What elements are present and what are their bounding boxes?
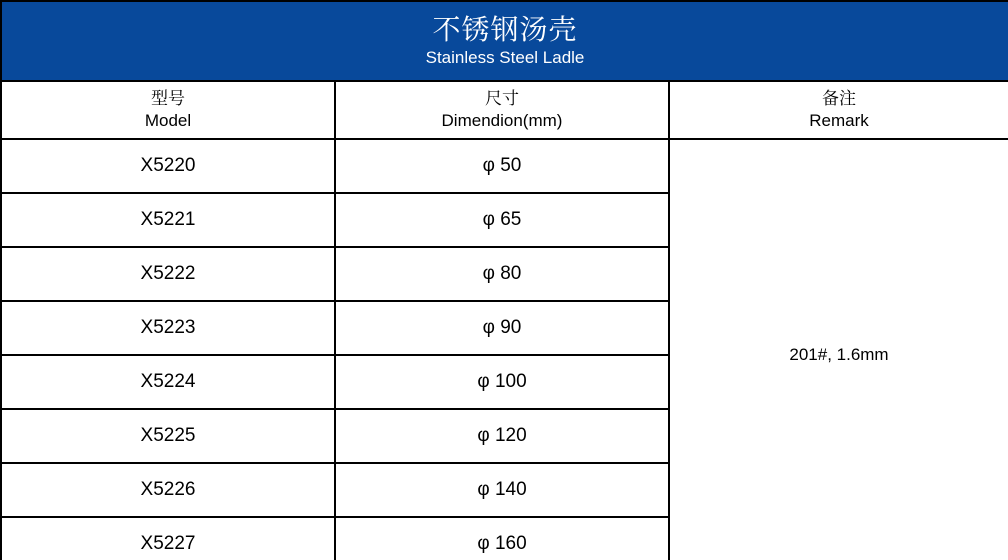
column-header-model-en: Model (144, 111, 192, 130)
title-english: Stainless Steel Ladle (425, 48, 585, 67)
cell-dimension: φ 80 (335, 247, 669, 301)
column-header-model-cn: 型号 (151, 89, 185, 108)
column-header-model (1, 81, 335, 139)
cell-dimension: φ 50 (335, 139, 669, 193)
cell-model: X5226 (1, 463, 335, 517)
table-title (1, 1, 1008, 81)
cell-model: X5225 (1, 409, 335, 463)
column-header-remark (669, 81, 1008, 139)
cell-dimension: φ 140 (335, 463, 669, 517)
cell-model: X5222 (1, 247, 335, 301)
cell-remark: 201#, 1.6mm (669, 139, 1008, 560)
cell-model: X5227 (1, 517, 335, 560)
column-header-dimension (335, 81, 669, 139)
header-row (1, 81, 1008, 139)
cell-model: X5221 (1, 193, 335, 247)
cell-model: X5224 (1, 355, 335, 409)
cell-model: X5220 (1, 139, 335, 193)
cell-dimension: φ 160 (335, 517, 669, 560)
cell-dimension: φ 120 (335, 409, 669, 463)
title-row (1, 1, 1008, 81)
column-header-remark-en: Remark (809, 111, 869, 130)
table-row (1, 139, 1008, 193)
column-header-dimension-en: Dimendion(mm) (441, 111, 563, 130)
column-header-dimension-cn: 尺寸 (485, 89, 519, 108)
cell-dimension: φ 100 (335, 355, 669, 409)
cell-dimension: φ 90 (335, 301, 669, 355)
cell-dimension: φ 65 (335, 193, 669, 247)
cell-model: X5223 (1, 301, 335, 355)
column-header-remark-cn: 备注 (822, 89, 856, 108)
title-chinese: 不锈钢汤壳 (432, 14, 578, 45)
